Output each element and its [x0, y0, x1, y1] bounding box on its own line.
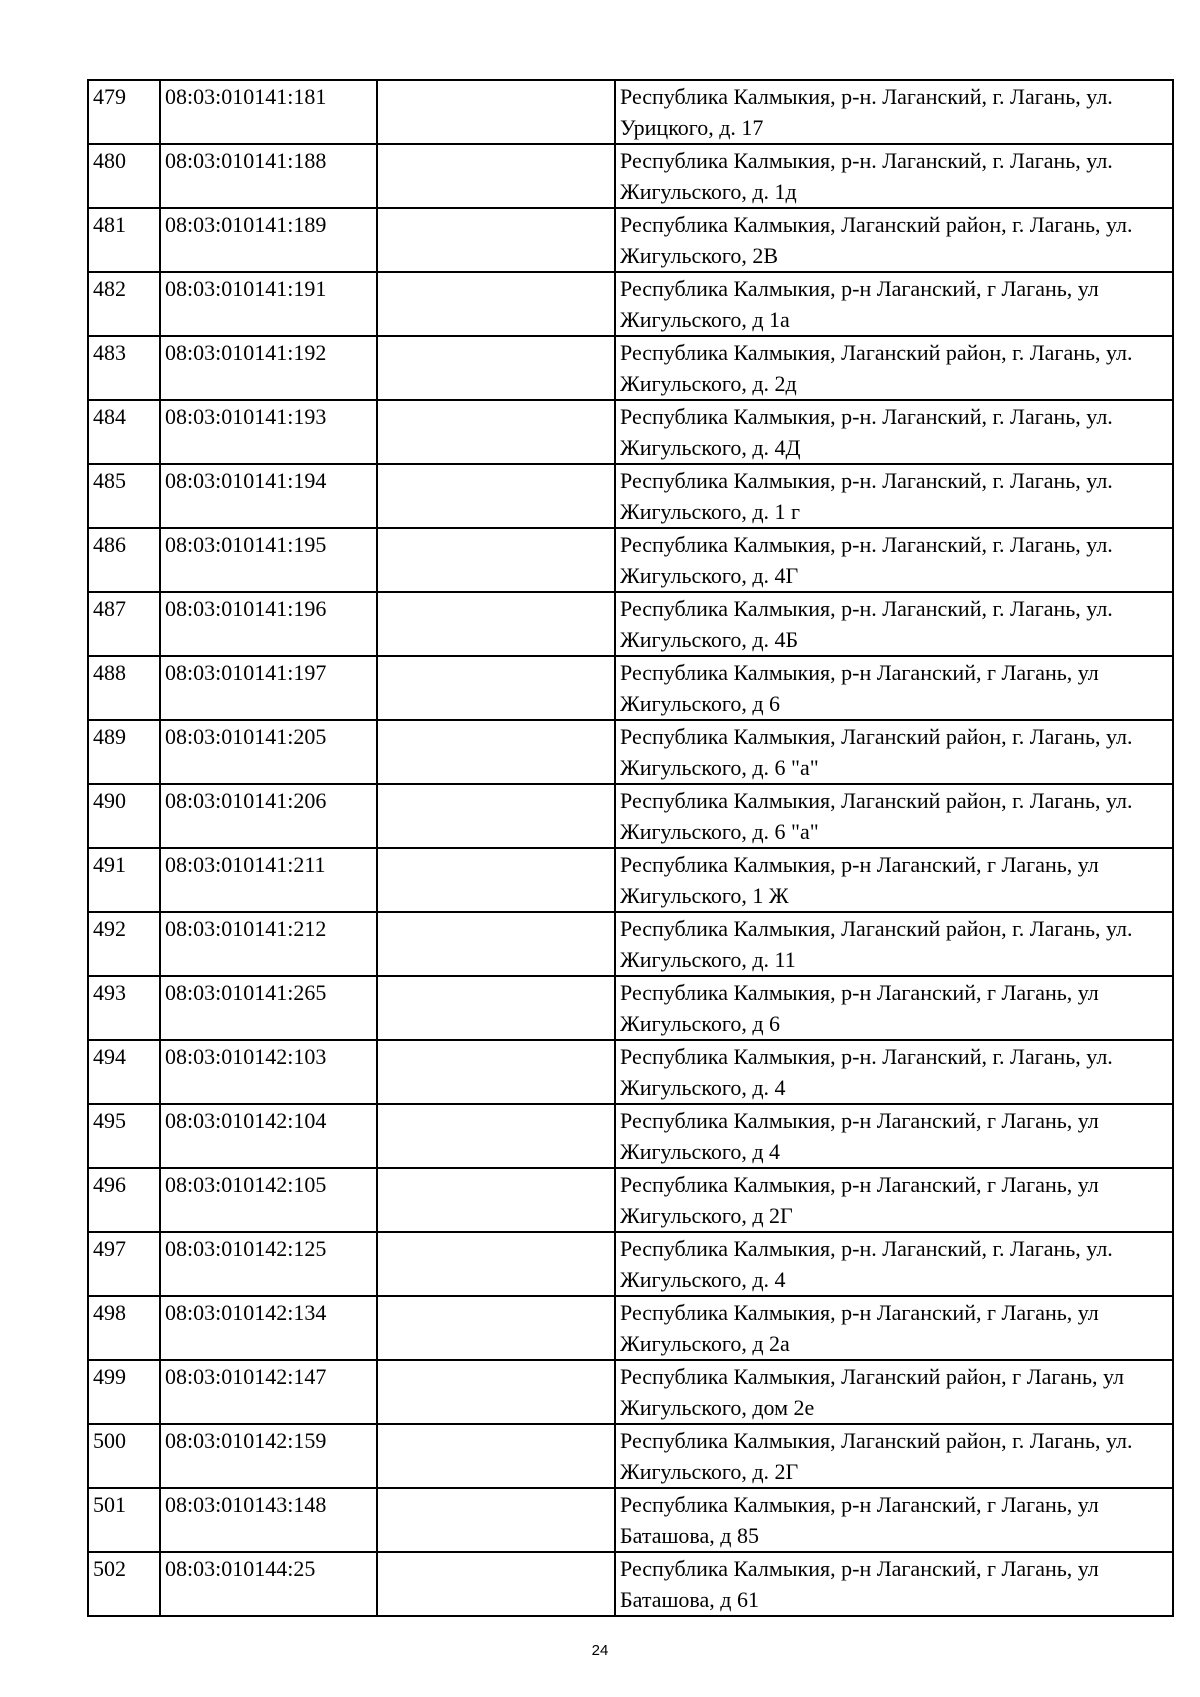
row-number-cell: 499 [88, 1360, 160, 1424]
table-row [88, 528, 1173, 592]
cadastral-number-cell: 08:03:010141:191 [160, 272, 377, 336]
table-row [88, 1488, 1173, 1552]
cadastral-number-cell: 08:03:010144:25 [160, 1552, 377, 1616]
cadastral-number-cell: 08:03:010141:195 [160, 528, 377, 592]
property-registry-table [87, 79, 1174, 1617]
empty-cell [377, 1104, 615, 1168]
cadastral-number-cell: 08:03:010142:105 [160, 1168, 377, 1232]
empty-cell [377, 272, 615, 336]
table-row [88, 400, 1173, 464]
empty-cell [377, 1360, 615, 1424]
table-row [88, 1552, 1173, 1616]
row-number-cell: 481 [88, 208, 160, 272]
row-number-cell: 482 [88, 272, 160, 336]
row-number-cell: 495 [88, 1104, 160, 1168]
row-number-cell: 479 [88, 80, 160, 144]
empty-cell [377, 208, 615, 272]
row-number-cell: 489 [88, 720, 160, 784]
address-cell: Республика Калмыкия, Лаганский район, г. Лагань, ул. Жигульского, д. 2Г [615, 1424, 1173, 1488]
cadastral-number-cell: 08:03:010141:265 [160, 976, 377, 1040]
address-cell: Республика Калмыкия, р-н. Лаганский, г. Лагань, ул. Жигульского, д. 1д [615, 144, 1173, 208]
cadastral-number-cell: 08:03:010141:211 [160, 848, 377, 912]
address-cell: Республика Калмыкия, р-н Лаганский, г Лагань, ул Жигульского, д 6 [615, 976, 1173, 1040]
table-row [88, 144, 1173, 208]
empty-cell [377, 592, 615, 656]
empty-cell [377, 1232, 615, 1296]
row-number-cell: 484 [88, 400, 160, 464]
cadastral-number-cell: 08:03:010142:134 [160, 1296, 377, 1360]
table-row [88, 1104, 1173, 1168]
page-number: 24 [591, 1642, 609, 1659]
cadastral-number-cell: 08:03:010142:147 [160, 1360, 377, 1424]
cadastral-number-cell: 08:03:010141:212 [160, 912, 377, 976]
empty-cell [377, 1168, 615, 1232]
address-cell: Республика Калмыкия, р-н Лаганский, г Лагань, ул Баташова, д 61 [615, 1552, 1173, 1616]
row-number-cell: 502 [88, 1552, 160, 1616]
address-cell: Республика Калмыкия, Лаганский район, г. Лагань, ул. Жигульского, д. 6 "а" [615, 720, 1173, 784]
row-number-cell: 491 [88, 848, 160, 912]
address-cell: Республика Калмыкия, р-н Лаганский, г Лагань, ул Жигульского, д 1а [615, 272, 1173, 336]
address-cell: Республика Калмыкия, р-н Лаганский, г Лагань, ул Баташова, д 85 [615, 1488, 1173, 1552]
empty-cell [377, 784, 615, 848]
address-cell: Республика Калмыкия, Лаганский район, г. Лагань, ул. Жигульского, д. 6 "а" [615, 784, 1173, 848]
row-number-cell: 483 [88, 336, 160, 400]
table-row [88, 208, 1173, 272]
cadastral-number-cell: 08:03:010141:196 [160, 592, 377, 656]
address-cell: Республика Калмыкия, р-н. Лаганский, г. Лагань, ул. Жигульского, д. 4 [615, 1040, 1173, 1104]
row-number-cell: 497 [88, 1232, 160, 1296]
address-cell: Республика Калмыкия, р-н. Лаганский, г. Лагань, ул. Жигульского, д. 4Б [615, 592, 1173, 656]
row-number-cell: 494 [88, 1040, 160, 1104]
table-row [88, 592, 1173, 656]
table-row [88, 784, 1173, 848]
address-cell: Республика Калмыкия, р-н. Лаганский, г. Лагань, ул. Жигульского, д. 4 [615, 1232, 1173, 1296]
address-cell: Республика Калмыкия, р-н Лаганский, г Лагань, ул Жигульского, д 2Г [615, 1168, 1173, 1232]
empty-cell [377, 1040, 615, 1104]
cadastral-number-cell: 08:03:010142:159 [160, 1424, 377, 1488]
table-row [88, 1168, 1173, 1232]
table-row [88, 1040, 1173, 1104]
cadastral-number-cell: 08:03:010141:205 [160, 720, 377, 784]
cadastral-number-cell: 08:03:010142:103 [160, 1040, 377, 1104]
row-number-cell: 498 [88, 1296, 160, 1360]
empty-cell [377, 336, 615, 400]
address-cell: Республика Калмыкия, р-н. Лаганский, г. Лагань, ул. Жигульского, д. 4Д [615, 400, 1173, 464]
empty-cell [377, 848, 615, 912]
cadastral-number-cell: 08:03:010141:206 [160, 784, 377, 848]
empty-cell [377, 144, 615, 208]
empty-cell [377, 656, 615, 720]
empty-cell [377, 464, 615, 528]
empty-cell [377, 1424, 615, 1488]
empty-cell [377, 528, 615, 592]
address-cell: Республика Калмыкия, р-н. Лаганский, г. Лагань, ул. Жигульского, д. 1 г [615, 464, 1173, 528]
table-row [88, 336, 1173, 400]
table-row [88, 656, 1173, 720]
table-row [88, 464, 1173, 528]
table-row [88, 720, 1173, 784]
address-cell: Республика Калмыкия, Лаганский район, г. Лагань, ул. Жигульского, 2В [615, 208, 1173, 272]
cadastral-number-cell: 08:03:010143:148 [160, 1488, 377, 1552]
empty-cell [377, 1296, 615, 1360]
address-cell: Республика Калмыкия, Лаганский район, г Лагань, ул Жигульского, дом 2е [615, 1360, 1173, 1424]
empty-cell [377, 1552, 615, 1616]
row-number-cell: 500 [88, 1424, 160, 1488]
table-row [88, 848, 1173, 912]
table-row [88, 912, 1173, 976]
empty-cell [377, 400, 615, 464]
table-row [88, 80, 1173, 144]
empty-cell [377, 912, 615, 976]
table-row [88, 1232, 1173, 1296]
empty-cell [377, 80, 615, 144]
row-number-cell: 486 [88, 528, 160, 592]
cadastral-number-cell: 08:03:010142:125 [160, 1232, 377, 1296]
address-cell: Республика Калмыкия, р-н. Лаганский, г. Лагань, ул. Жигульского, д. 4Г [615, 528, 1173, 592]
address-cell: Республика Калмыкия, р-н Лаганский, г Лагань, ул Жигульского, 1 Ж [615, 848, 1173, 912]
cadastral-number-cell: 08:03:010141:193 [160, 400, 377, 464]
row-number-cell: 485 [88, 464, 160, 528]
empty-cell [377, 976, 615, 1040]
address-cell: Республика Калмыкия, Лаганский район, г. Лагань, ул. Жигульского, д. 2д [615, 336, 1173, 400]
cadastral-number-cell: 08:03:010141:189 [160, 208, 377, 272]
empty-cell [377, 1488, 615, 1552]
address-cell: Республика Калмыкия, р-н Лаганский, г Лагань, ул Жигульского, д 6 [615, 656, 1173, 720]
row-number-cell: 487 [88, 592, 160, 656]
registry-table-body [88, 80, 1173, 1616]
table-row [88, 1360, 1173, 1424]
row-number-cell: 492 [88, 912, 160, 976]
row-number-cell: 493 [88, 976, 160, 1040]
empty-cell [377, 720, 615, 784]
cadastral-number-cell: 08:03:010141:197 [160, 656, 377, 720]
row-number-cell: 490 [88, 784, 160, 848]
cadastral-number-cell: 08:03:010141:181 [160, 80, 377, 144]
table-row [88, 1296, 1173, 1360]
row-number-cell: 480 [88, 144, 160, 208]
cadastral-number-cell: 08:03:010141:192 [160, 336, 377, 400]
table-row [88, 272, 1173, 336]
address-cell: Республика Калмыкия, р-н Лаганский, г Лагань, ул Жигульского, д 4 [615, 1104, 1173, 1168]
address-cell: Республика Калмыкия, р-н Лаганский, г Лагань, ул Жигульского, д 2а [615, 1296, 1173, 1360]
table-row [88, 1424, 1173, 1488]
address-cell: Республика Калмыкия, Лаганский район, г. Лагань, ул. Жигульского, д. 11 [615, 912, 1173, 976]
row-number-cell: 496 [88, 1168, 160, 1232]
cadastral-number-cell: 08:03:010142:104 [160, 1104, 377, 1168]
cadastral-number-cell: 08:03:010141:188 [160, 144, 377, 208]
row-number-cell: 501 [88, 1488, 160, 1552]
table-row [88, 976, 1173, 1040]
address-cell: Республика Калмыкия, р-н. Лаганский, г. Лагань, ул. Урицкого, д. 17 [615, 80, 1173, 144]
row-number-cell: 488 [88, 656, 160, 720]
cadastral-number-cell: 08:03:010141:194 [160, 464, 377, 528]
